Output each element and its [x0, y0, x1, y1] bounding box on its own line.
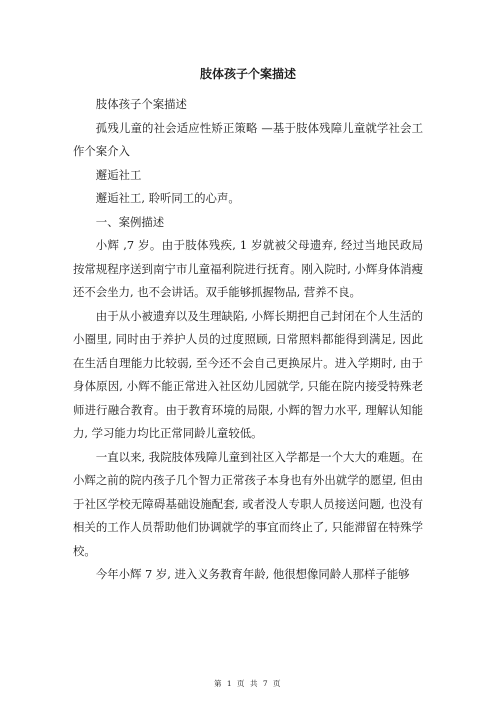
paragraph: 肢体孩子个案描述 — [95, 97, 187, 111]
paragraph: 孤残儿童的社会适应性矫正策略 —基于肢体残障儿童就学社会工作个案介入 — [73, 120, 423, 158]
document-title: 肢体孩子个案描述 — [199, 67, 296, 81]
paragraph: 由于从小被遗弃以及生理缺陷, 小辉长期把自己封闭在个人生活的小圈里, 同时由于养护人员的过度照顾, 日常照料都能得到满足, 因此在生活自理能力比较弱, 至今还不会自己更换尿片。进入学期时, 由于身体原因, 小辉不能正常进入社区幼儿园就学, 只能在院内接受特殊老师进行融合教育。由于教育环境的局限, 小辉的智力水平, 理解认知能力, 学习能力均比正常同龄儿童较低。 — [73, 308, 423, 440]
paragraph: 小辉 ,7 岁。由于肢体残疾, 1 岁就被父母遗弃, 经过当地民政局按常规程序送到南宁市儿童福利院进行抚育。刚入院时, 小辉身体消瘦还不会坐力, 也不会讲话。双手能够抓握物品, 营养不良。 — [73, 238, 423, 299]
paragraph: 今年小辉 7 岁, 进入义务教育年龄, 他很想像同龄人那样子能够 — [95, 567, 410, 581]
paragraph: 邂逅社工, 聆听同工的心声。 — [95, 191, 240, 205]
document-body — [73, 93, 423, 587]
paragraph: 邂逅社工 — [95, 167, 142, 182]
page-footer: 第 1 页 共 7 页 — [214, 679, 282, 688]
section-heading: 一、案例描述 — [95, 214, 165, 229]
paragraph: 一直以来, 我院肢体残障儿童到社区入学都是一个大大的难题。在小辉之前的院内孩子几个智力正常孩子本身也有外出就学的愿望, 但由于社区学校无障碍基础设施配套, 或者没人专职人员接送问题, 也没有相关的工作人员帮助他们协调就学的事宜而终止了, 只能滞留在特殊学校。 — [73, 449, 423, 558]
